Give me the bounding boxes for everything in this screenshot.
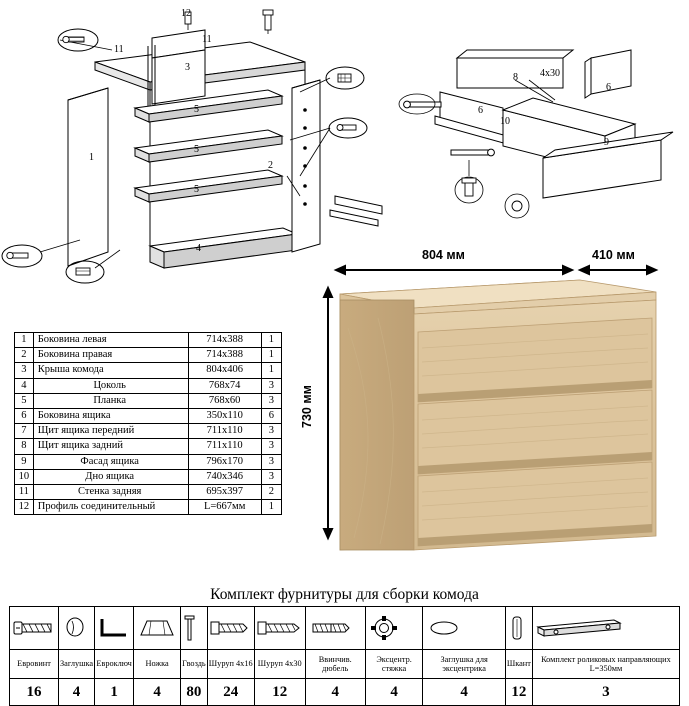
kit-label: Шуруп 4х30 — [254, 650, 305, 679]
callout-11-a: 11 — [114, 44, 124, 55]
callout-12: 12 — [181, 8, 191, 19]
part-qty: 2 — [261, 484, 281, 499]
kit-icon-cell — [423, 607, 505, 650]
kit-icon-cell — [305, 607, 365, 650]
table-row — [15, 333, 282, 348]
table-row — [15, 378, 282, 393]
part-qty: 3 — [261, 378, 281, 393]
kit-title: Комплект фурнитуры для сборки комода — [210, 586, 479, 603]
kit-icon-cell — [10, 607, 59, 650]
part-name: Цоколь — [33, 378, 188, 393]
part-num: 11 — [15, 484, 34, 499]
callout-6-a: 6 — [478, 105, 483, 116]
table-row — [15, 348, 282, 363]
cap-icon — [60, 615, 90, 641]
product-render — [318, 248, 678, 578]
part-name: Щит ящика задний — [33, 439, 188, 454]
eurokey-icon — [96, 615, 132, 641]
part-num: 5 — [15, 393, 34, 408]
kit-count: 12 — [254, 679, 305, 706]
table-row — [15, 484, 282, 499]
callout-11-b: 11 — [202, 34, 212, 45]
part-size: 714х388 — [188, 348, 261, 363]
euroscrew-icon — [11, 616, 57, 640]
part-size: 796х170 — [188, 454, 261, 469]
part-num: 7 — [15, 424, 34, 439]
part-size: 711х110 — [188, 424, 261, 439]
part-qty: 1 — [261, 500, 281, 515]
kit-count: 16 — [10, 679, 59, 706]
part-qty: 3 — [261, 454, 281, 469]
kit-count: 24 — [207, 679, 254, 706]
kit-count: 4 — [134, 679, 181, 706]
part-size: 768х60 — [188, 393, 261, 408]
kit-label: Ножка — [134, 650, 181, 679]
part-name: Боковина правая — [33, 348, 188, 363]
callout-9: 9 — [604, 137, 609, 148]
callout-10: 10 — [500, 116, 510, 127]
part-num: 12 — [15, 500, 34, 515]
part-size: 711х110 — [188, 439, 261, 454]
kit-count: 3 — [532, 679, 679, 706]
part-name: Дно ящика — [33, 469, 188, 484]
kit-count: 12 — [505, 679, 532, 706]
kit-label: Шуруп 4х16 — [207, 650, 254, 679]
table-row — [15, 454, 282, 469]
kit-count: 4 — [305, 679, 365, 706]
kit-icon-cell — [365, 607, 423, 650]
kit-label: Заглушка для эксцентрика — [423, 650, 505, 679]
callout-5-c: 5 — [194, 184, 199, 195]
callout-5-a: 5 — [194, 104, 199, 115]
kit-label: Гвоздь — [181, 650, 208, 679]
part-qty: 3 — [261, 439, 281, 454]
part-num: 9 — [15, 454, 34, 469]
part-num: 8 — [15, 439, 34, 454]
part-size: 350х110 — [188, 408, 261, 423]
kit-label: Шкант — [505, 650, 532, 679]
kit-count: 4 — [59, 679, 95, 706]
kit-icon-cell — [95, 607, 134, 650]
screw-4x30-icon — [256, 617, 304, 639]
foot-icon — [135, 615, 179, 641]
kit-icon-cell — [254, 607, 305, 650]
kit-label: Евроключ — [95, 650, 134, 679]
part-name: Боковина левая — [33, 333, 188, 348]
part-name: Планка — [33, 393, 188, 408]
part-name: Стенка задняя — [33, 484, 188, 499]
table-row — [15, 424, 282, 439]
kit-label: Эксцентр. стяжка — [365, 650, 423, 679]
kit-count: 4 — [423, 679, 505, 706]
part-qty: 1 — [261, 363, 281, 378]
part-num: 10 — [15, 469, 34, 484]
part-num: 2 — [15, 348, 34, 363]
callout-5-b: 5 — [194, 144, 199, 155]
kit-count: 4 — [365, 679, 423, 706]
part-num: 3 — [15, 363, 34, 378]
hardware-kit-table — [9, 606, 680, 706]
kit-icon-cell — [181, 607, 208, 650]
part-name: Фасад ящика — [33, 454, 188, 469]
part-name: Профиль соединительный — [33, 500, 188, 515]
part-qty: 3 — [261, 469, 281, 484]
dimension-depth: 410 мм — [592, 248, 635, 262]
part-qty: 1 — [261, 333, 281, 348]
kit-icon-cell — [59, 607, 95, 650]
kit-count: 1 — [95, 679, 134, 706]
dowel-icon — [507, 613, 527, 643]
table-row — [15, 439, 282, 454]
part-size: 695х397 — [188, 484, 261, 499]
part-qty: 3 — [261, 393, 281, 408]
part-qty: 1 — [261, 348, 281, 363]
part-size: 804х406 — [188, 363, 261, 378]
kit-icon-cell — [505, 607, 532, 650]
callout-6-b: 6 — [606, 82, 611, 93]
part-num: 1 — [15, 333, 34, 348]
kit-label: Евровинт — [10, 650, 59, 679]
drawer-slides-icon — [534, 615, 624, 641]
callout-1: 1 — [89, 152, 94, 163]
part-name: Крыша комода — [33, 363, 188, 378]
callout-2: 2 — [268, 160, 273, 171]
cam-cap-icon — [424, 618, 464, 638]
part-size: 740х346 — [188, 469, 261, 484]
table-row — [15, 469, 282, 484]
kit-icon-cell — [134, 607, 181, 650]
part-size: L=667мм — [188, 500, 261, 515]
callout-3: 3 — [185, 62, 190, 73]
table-row — [15, 500, 282, 515]
kit-icon-cell — [207, 607, 254, 650]
kit-icon-cell — [532, 607, 679, 650]
table-row — [15, 393, 282, 408]
callout-4x30: 4x30 — [540, 68, 560, 79]
kit-label: Заглушка — [59, 650, 95, 679]
part-qty: 6 — [261, 408, 281, 423]
dimension-height: 730 мм — [300, 385, 314, 428]
callout-4: 4 — [196, 243, 201, 254]
part-size: 768х74 — [188, 378, 261, 393]
nail-icon — [182, 613, 198, 643]
kit-label: Комплект роликовых направляющих L=350мм — [532, 650, 679, 679]
screw-4x16-icon — [209, 617, 253, 639]
parts-table — [14, 332, 282, 515]
part-size: 714х388 — [188, 333, 261, 348]
callout-8: 8 — [513, 72, 518, 83]
kit-label: Ввинчив. дюбель — [305, 650, 365, 679]
table-row — [15, 363, 282, 378]
dowel-screw-icon — [307, 617, 353, 639]
part-num: 6 — [15, 408, 34, 423]
cam-lock-icon — [367, 614, 401, 642]
part-qty: 3 — [261, 424, 281, 439]
part-num: 4 — [15, 378, 34, 393]
table-row — [15, 408, 282, 423]
dimension-width: 804 мм — [422, 248, 465, 262]
part-name: Щит ящика передний — [33, 424, 188, 439]
part-name: Боковина ящика — [33, 408, 188, 423]
kit-count: 80 — [181, 679, 208, 706]
